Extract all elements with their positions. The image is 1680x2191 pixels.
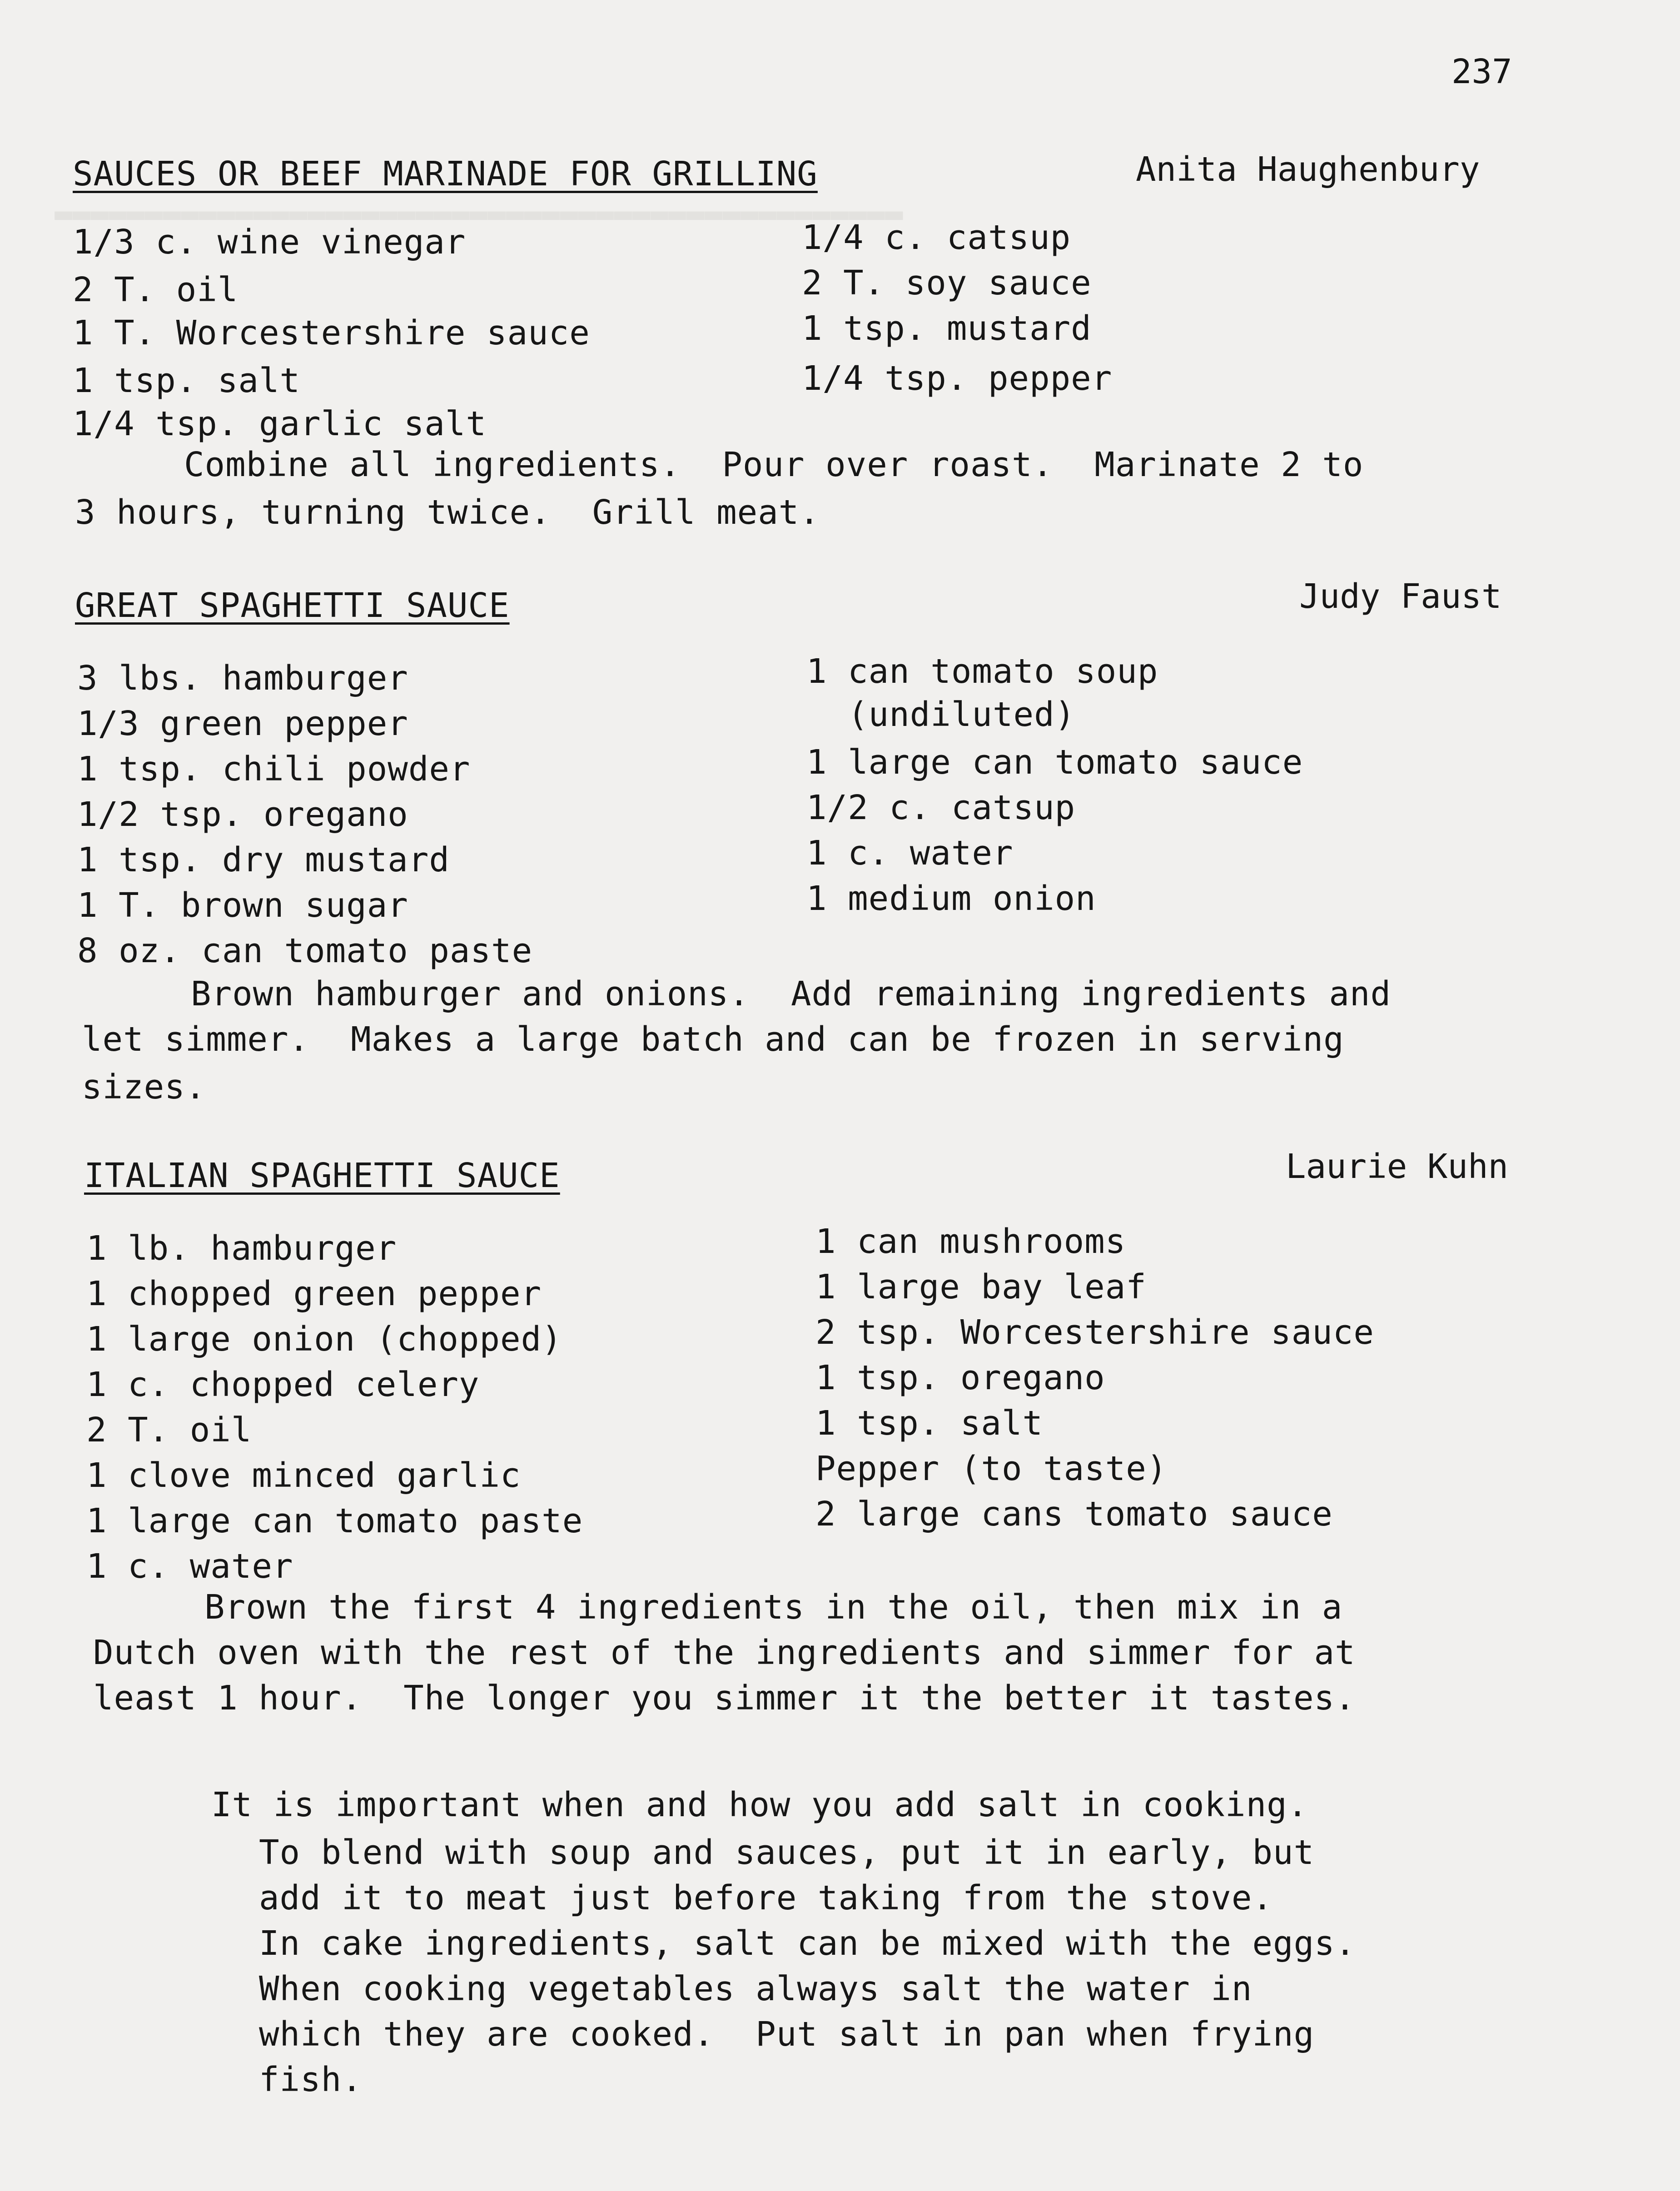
direction-line: Brown the first 4 ingredients in the oil, then mix in a [204, 1588, 1343, 1627]
ingredient: 1 c. water [86, 1547, 293, 1586]
tip-line: In cake ingredients, salt can be mixed with the eggs. [259, 1924, 1356, 1963]
direction-line: Dutch oven with the rest of the ingredients and simmer for at [93, 1633, 1356, 1672]
ingredient: 1 tsp. mustard [802, 309, 1092, 348]
ingredient: 1 c. chopped celery [86, 1365, 480, 1404]
ingredient: 1 tsp. salt [815, 1404, 1044, 1443]
ingredient: 1/2 c. catsup [806, 788, 1076, 827]
recipe-author: Laurie Kuhn [1286, 1147, 1509, 1186]
tip-line: It is important when and how you add salt in cooking. [211, 1785, 1308, 1824]
ingredient: 1/3 c. wine vinegar [73, 223, 466, 262]
ingredient: 1 can tomato soup [806, 652, 1158, 691]
ingredient: 1/4 tsp. pepper [802, 359, 1113, 398]
tip-line: add it to meat just before taking from the stove. [259, 1878, 1273, 1918]
recipe-author: Anita Haughenbury [1136, 150, 1480, 189]
ingredient: 1 large can tomato paste [86, 1501, 583, 1540]
direction-line: Brown hamburger and onions. Add remaining ingredients and [191, 974, 1392, 1014]
ingredient: 1 large can tomato sauce [806, 743, 1303, 782]
ingredient: 1 can mushrooms [815, 1222, 1126, 1261]
bleed-through-texture: ▬▬▬▬▬▬▬▬▬▬▬▬▬▬▬▬▬▬▬▬▬▬▬▬▬▬▬▬▬▬▬▬▬▬▬▬▬▬▬▬▬▬▬▬▬▬▬ [55, 196, 903, 231]
recipe-title: ITALIAN SPAGHETTI SAUCE [84, 1156, 560, 1195]
tip-line: To blend with soup and sauces, put it in early, but [259, 1833, 1315, 1872]
tip-line: When cooking vegetables always salt the water in [259, 1969, 1253, 2008]
recipe-title: SAUCES OR BEEF MARINADE FOR GRILLING [73, 154, 818, 194]
recipe-title: GREAT SPAGHETTI SAUCE [75, 586, 510, 625]
ingredient: 1 c. water [806, 834, 1014, 873]
ingredient: 8 oz. can tomato paste [77, 931, 533, 970]
ingredient: (undiluted) [806, 695, 1076, 734]
ingredient: 1 chopped green pepper [86, 1274, 542, 1313]
ingredient: 1/4 tsp. garlic salt [73, 404, 487, 443]
ingredient: 1 medium onion [806, 879, 1096, 918]
tip-line: fish. [259, 2060, 363, 2099]
tip-line: which they are cooked. Put salt in pan when frying [259, 2015, 1315, 2054]
ingredient: 2 T. oil [86, 1411, 252, 1450]
ingredient: 1/4 c. catsup [802, 218, 1071, 257]
ingredient: 1 tsp. dry mustard [77, 840, 450, 879]
ingredient: 2 T. oil [73, 270, 239, 309]
ingredient: Pepper (to taste) [815, 1449, 1168, 1488]
ingredient: 1 tsp. oregano [815, 1358, 1105, 1397]
page-number: 237 [1451, 52, 1512, 91]
ingredient: 1 large onion (chopped) [86, 1320, 562, 1359]
ingredient: 1 T. Worcestershire sauce [73, 313, 590, 353]
direction-line: let simmer. Makes a large batch and can be frozen in serving [82, 1020, 1344, 1059]
ingredient: 1 lb. hamburger [86, 1229, 397, 1268]
ingredient: 1/3 green pepper [77, 704, 408, 743]
ingredient: 1 tsp. salt [73, 361, 301, 400]
ingredient: 3 lbs. hamburger [77, 659, 408, 698]
ingredient: 1/2 tsp. oregano [77, 795, 408, 834]
ingredient: 1 clove minced garlic [86, 1456, 521, 1495]
ingredient: 1 tsp. chili powder [77, 750, 471, 789]
recipe-author: Judy Faust [1299, 577, 1502, 616]
direction-line: 3 hours, turning twice. Grill meat. [75, 493, 820, 532]
direction-line: Combine all ingredients. Pour over roast. Marinate 2 to [184, 445, 1364, 484]
ingredient: 2 tsp. Worcestershire sauce [815, 1313, 1374, 1352]
ingredient: 2 T. soy sauce [802, 263, 1092, 303]
direction-line: least 1 hour. The longer you simmer it the better it tastes. [93, 1679, 1356, 1718]
ingredient: 1 large bay leaf [815, 1267, 1147, 1307]
ingredient: 1 T. brown sugar [77, 886, 408, 925]
ingredient: 2 large cans tomato sauce [815, 1495, 1333, 1534]
direction-line: sizes. [82, 1068, 206, 1107]
